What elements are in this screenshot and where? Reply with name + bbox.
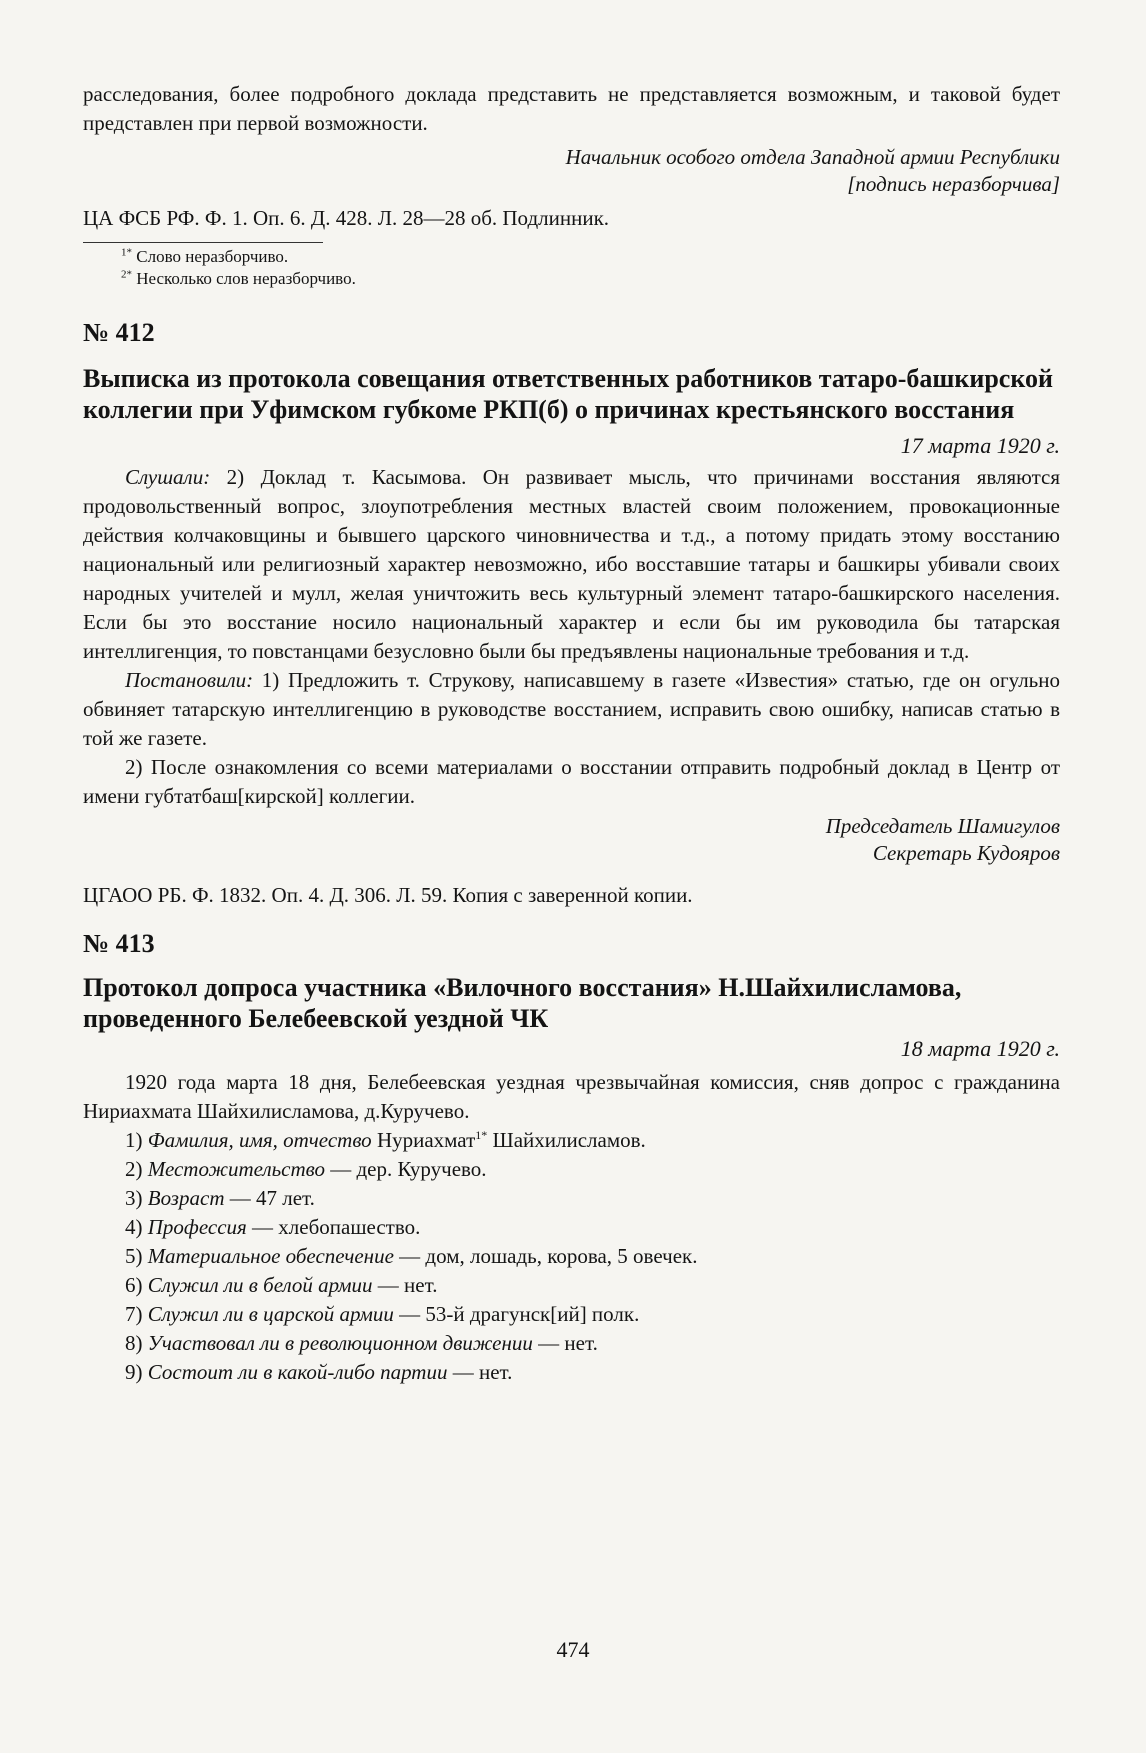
item-number: 3) (125, 1186, 143, 1210)
doc-412-date: 17 марта 1920 г. (900, 433, 1060, 458)
item-value: — нет. (372, 1273, 438, 1297)
item-label: Профессия (147, 1215, 247, 1239)
doc-413-date: 18 марта 1920 г. (900, 1036, 1060, 1061)
item-label: Участвовал ли в революционном движении (147, 1331, 533, 1355)
item-number: 8) (125, 1331, 143, 1355)
list-item (83, 1155, 1060, 1184)
item-value: — нет. (532, 1331, 598, 1355)
footnote-mark: 1* (121, 246, 132, 259)
item-label: Служил ли в царской армии (147, 1302, 394, 1326)
list-item (83, 1213, 1060, 1242)
doc-413-title: Протокол допроса участника «Вилочного восстания» Н.Шайхилисламова, проведенного Белебеевской уездной ЧК (83, 973, 962, 1033)
footnote-text: Несколько слов неразборчиво. (136, 269, 356, 288)
list-item (83, 1242, 1060, 1271)
item-number: 7) (125, 1302, 143, 1326)
prev-doc-text: расследования, более подробного доклада представить не представляется возможным, и таковой будет представлен при первой возможности. (83, 82, 1060, 135)
doc-412-secretary: Секретарь Кудояров (872, 841, 1060, 865)
item-value: — нет. (447, 1360, 513, 1384)
doc-412-archive-reference: ЦГАОО РБ. Ф. 1832. Оп. 4. Д. 306. Л. 59. Копия с заверенной копии. (83, 883, 693, 907)
item-number: 4) (125, 1215, 143, 1239)
doc-412-number: № 412 (83, 318, 155, 347)
item-value: — 53-й драгунск[ий] полк. (393, 1302, 640, 1326)
prev-signer-title: Начальник особого отдела Западной армии Республики (565, 145, 1060, 169)
doc-412-title: Выписка из протокола совещания ответственных работников татаро-башкирской коллегии при Уфимском губкоме РКП(б) о причинах крестьянского восстания (83, 364, 1053, 424)
item-value: — дом, лошадь, корова, 5 овечек. (393, 1244, 698, 1268)
doc-413-number: № 413 (83, 929, 155, 958)
page-number: 474 (556, 1637, 590, 1662)
item-label: Состоит ли в какой-либо партии (147, 1360, 448, 1384)
item-value: Нуриахмат (376, 1128, 476, 1152)
decided-text: 1) Предложить т. Струкову, написавшему в газете «Известия» статью, где он огульно обвиняет татарскую интеллигенцию в руководстве восстанием, исправить свою ошибку, написав статью в той же газете. (83, 668, 1060, 750)
item-value: — 47 лет. (224, 1186, 315, 1210)
footnote-text: Слово неразборчиво. (136, 247, 289, 266)
item-label: Материальное обеспечение (147, 1244, 394, 1268)
item-footnote-mark: 1* (475, 1128, 488, 1142)
doc-412-chair: Председатель Шамигулов (825, 814, 1060, 838)
list-item (83, 1271, 1060, 1300)
item-number: 1) (125, 1128, 143, 1152)
item-number: 2) (125, 1157, 143, 1181)
list-item (83, 1126, 1060, 1155)
doc-412-decided (83, 666, 1060, 753)
interrogation-list (83, 1126, 1060, 1387)
item-value: Шайхилисламов. (487, 1128, 646, 1152)
heard-label: Слушали: (125, 465, 211, 489)
list-item (83, 1329, 1060, 1358)
decided-label: Постановили: (125, 668, 254, 692)
doc-413-intro: 1920 года марта 18 дня, Белебеевская уездная чрезвычайная комиссия, сняв допрос с гражданина Нириахмата Шайхилисламова, д.Куручево. (83, 1070, 1060, 1123)
doc-412-heard (83, 463, 1060, 666)
footnote (83, 268, 1060, 290)
item-number: 5) (125, 1244, 143, 1268)
prev-archive-reference: ЦА ФСБ РФ. Ф. 1. Оп. 6. Д. 428. Л. 28—28 об. Подлинник. (83, 206, 610, 230)
item-label: Служил ли в белой армии (147, 1273, 373, 1297)
footnote (83, 246, 1060, 268)
footnote-mark: 2* (121, 268, 132, 281)
heard-text: 2) Доклад т. Касымова. Он развивает мысль, что причинами восстания являются продовольственный вопрос, злоупотребления местных властей своим положением, провокационные действия колчаковщины и бывшего царского чиновничества и т.д., а потому придать этому восстанию национальный или религиозный характер невозможно, ибо восставшие татары и башкиры убивали своих народных учителей и мулл, желая уничтожить весь культурный элемент татаро-башкирского населения. Если бы это восстание носило национальный характер и если бы им руководила бы татарская интеллигенция, то повстанцами безусловно были бы предъявлены национальные требования и т.д. (83, 465, 1060, 663)
doc-412-decided-2: 2) После ознакомления со всеми материалами о восстании отправить подробный доклад в Центр от имени губтатбаш[кирской] коллегии. (83, 755, 1060, 808)
list-item (83, 1300, 1060, 1329)
item-label: Возраст (147, 1186, 225, 1210)
prev-signature-note: [подпись неразборчива] (847, 172, 1060, 196)
footnote-divider (83, 242, 323, 243)
item-label: Местожительство (147, 1157, 325, 1181)
item-value: — дер. Куручево. (325, 1157, 487, 1181)
item-number: 6) (125, 1273, 143, 1297)
item-label: Фамилия, имя, отчество (147, 1128, 372, 1152)
list-item (83, 1184, 1060, 1213)
item-number: 9) (125, 1360, 143, 1384)
item-value: — хлебопашество. (246, 1215, 421, 1239)
list-item (83, 1358, 1060, 1387)
